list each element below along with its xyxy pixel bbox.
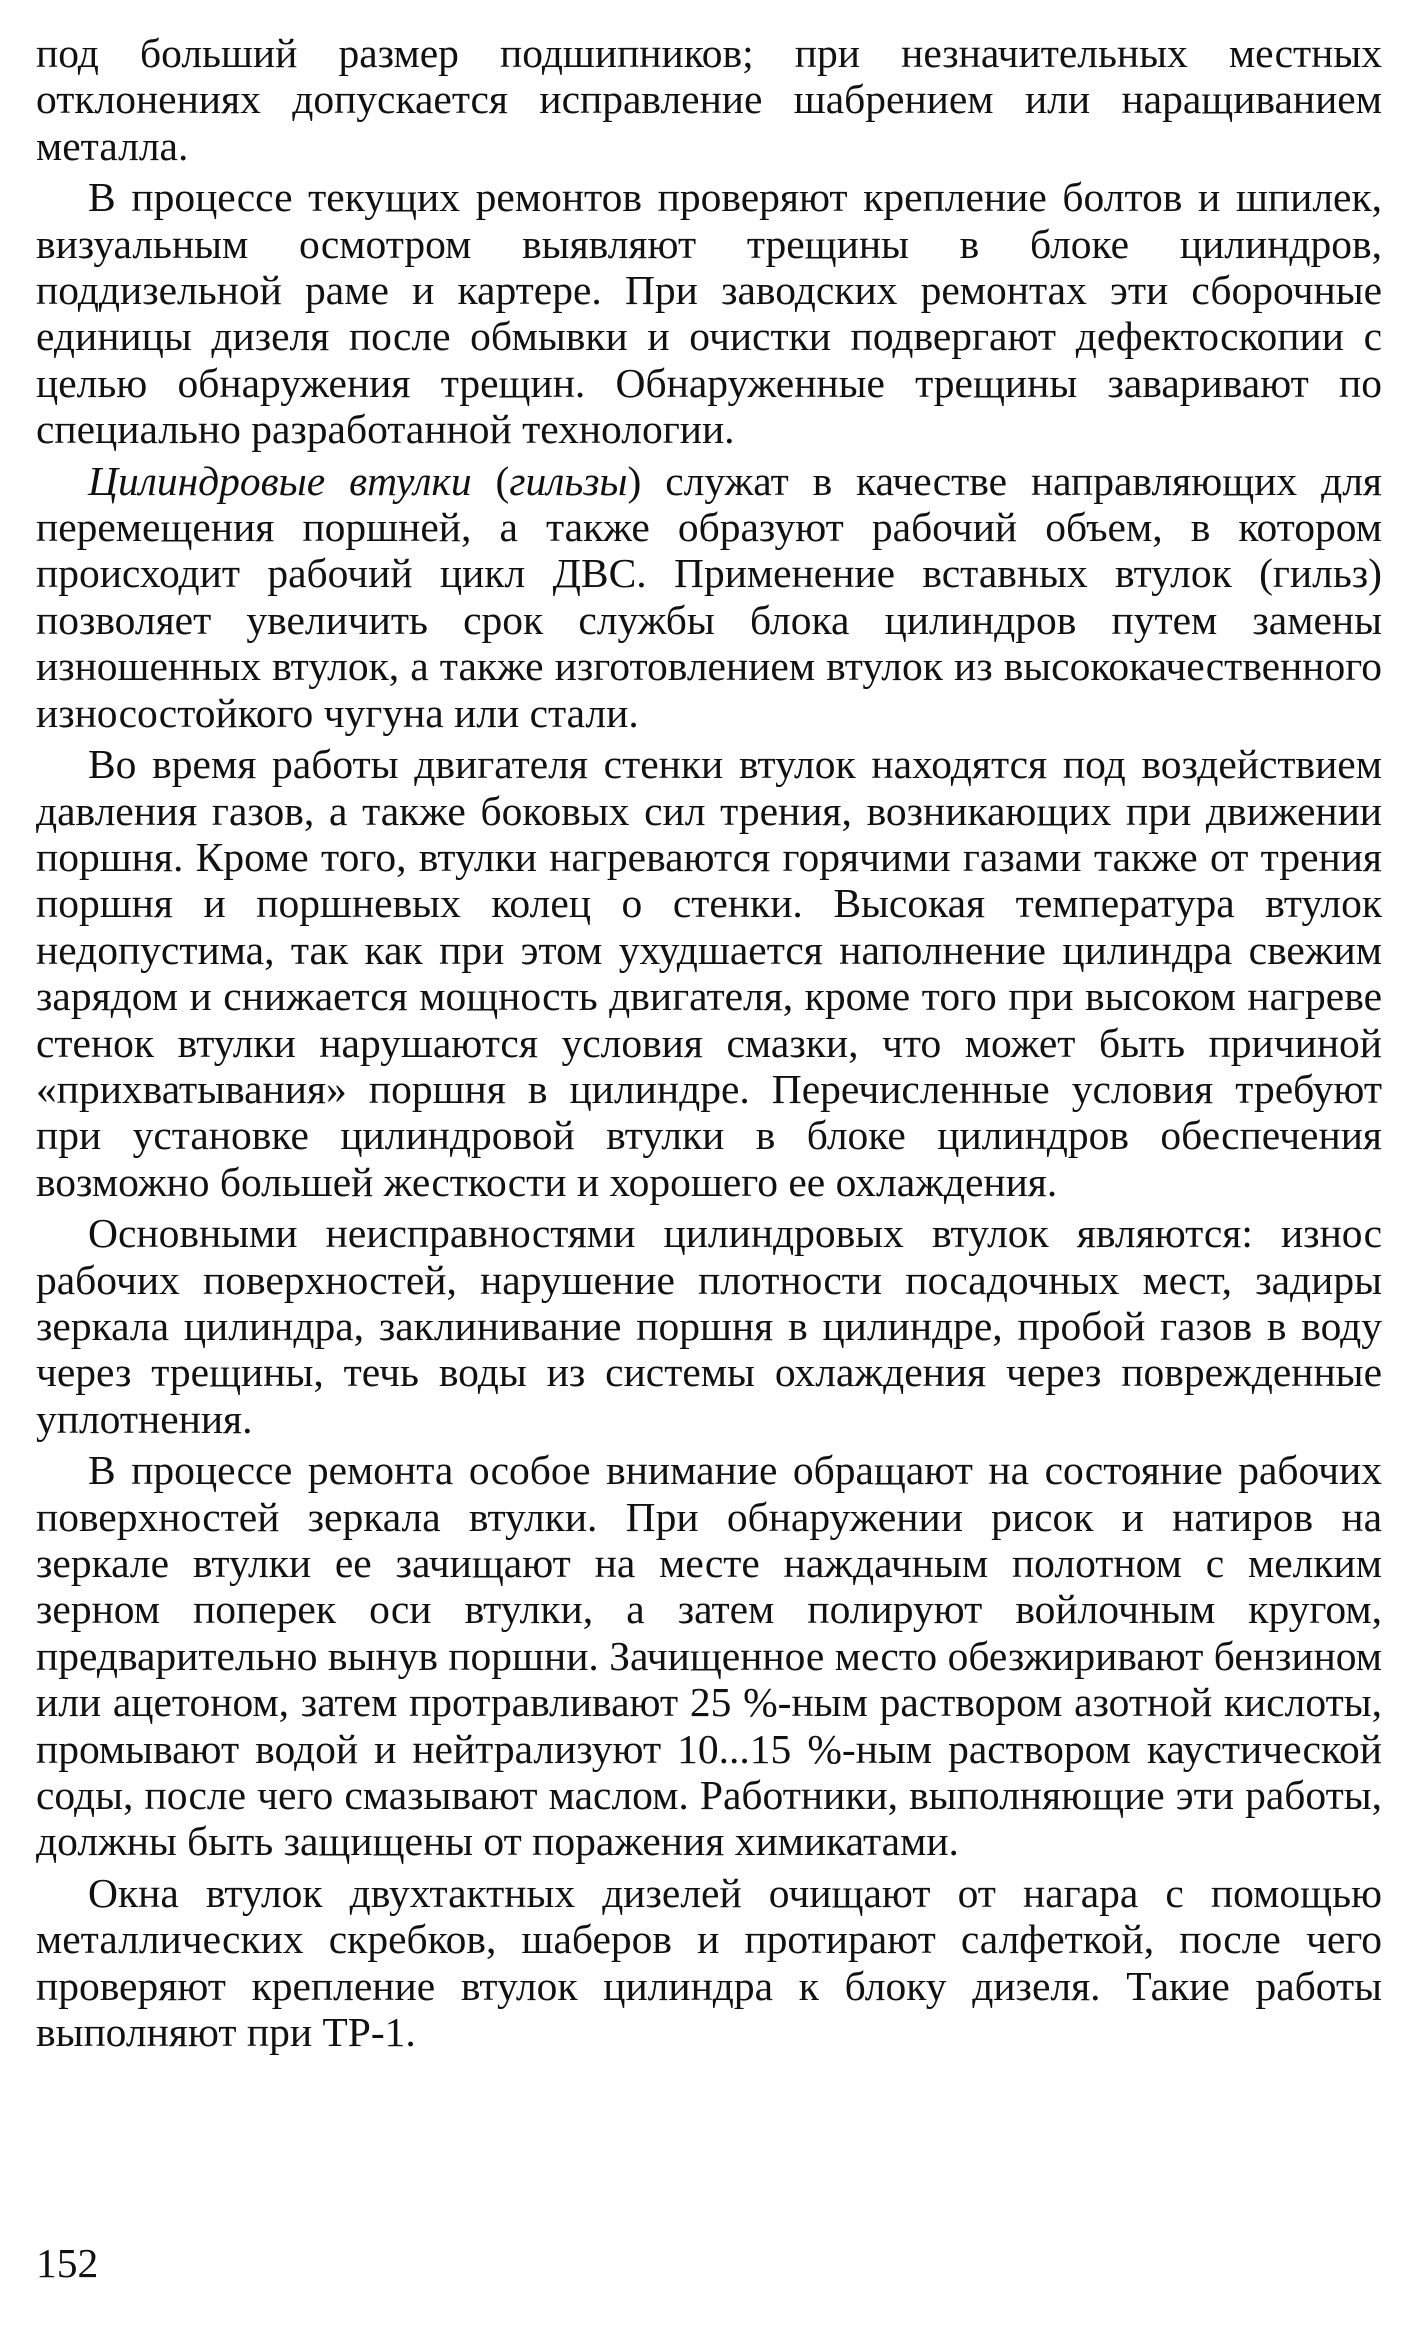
paragraph-cylinder-liners-text: служат в качестве направляющих для перемещения поршней, а также образуют рабочий объем, в котором происходит рабочий цикл ДВС. Применение вставных втулок (гильз) позволяет увеличить срок службы блока цилиндров путем замены изношенных втулок, а также изготовлением втулок из высококачественного износостойкого чугуна или стали. [36, 457, 1382, 736]
paragraph-repair-process: В процессе ремонта особое внимание обращают на состояние рабочих поверхностей зеркала втулки. При обнаружении рисок и натиров на зеркале втулки ее зачищают на месте наждачным полотном с мелким зерном поперек оси втулки, а затем полируют войлочным кругом, предварительно вынув поршни. Зачищенное место обезжиривают бензином или ацетоном, затем протравливают 25 %-ным раствором азотной кислоты, промывают водой и нейтрализуют 10...15 %-ным раствором каустической соды, после чего смазывают маслом. Работники, выполняющие эти работы, должны быть защищены от поражения химикатами. [36, 1447, 1382, 1865]
paragraph-cylinder-liners: Цилиндровые втулки (гильзы) служат в качестве направляющих для перемещения поршней, а также образуют рабочий объем, в котором происходит рабочий цикл ДВС. Применение вставных втулок (гильз) позволяет увеличить срок службы блока цилиндров путем замены изношенных втулок, а также изготовлением втулок из высококачественного износостойкого чугуна или стали. [36, 457, 1382, 736]
page-number: 152 [36, 2240, 99, 2286]
paragraph-engine-operation: Во время работы двигателя стенки втулок находятся под воздействием давления газов, а также боковых сил трения, возникающих при движении поршня. Кроме того, втулки нагреваются горячими газами также от трения поршня и поршневых колец о стенки. Высокая температура втулок недопустима, так как при этом ухудшается наполнение цилиндра свежим зарядом и снижается мощность двигателя, кроме того при высоком нагреве стенок втулки нарушаются условия смазки, что может быть причиной «прихватывания» поршня в цилиндре. Перечисленные условия требуют при установке цилиндровой втулки в блоке цилиндров обеспечения возможно большей жесткости и хорошего ее охлаждения. [36, 741, 1382, 1205]
term-sleeves: гильзы [509, 457, 628, 504]
paragraph-continuation: под больший размер подшипников; при незначительных местных отклонениях допускается исправление шабрением или наращиванием металла. [36, 30, 1382, 169]
paragraph-faults: Основными неисправностями цилиндровых втулок являются: износ рабочих поверхностей, нарушение плотности посадочных мест, задиры зеркала цилиндра, заклинивание поршня в цилиндре, пробой газов в воду через трещины, течь воды из системы охлаждения через поврежденные уплотнения. [36, 1210, 1382, 1442]
term-cylinder-liners: Цилиндровые втулки [88, 457, 472, 504]
paragraph-current-repairs: В процессе текущих ремонтов проверяют крепление болтов и шпилек, визуальным осмотром выявляют трещины в блоке цилиндров, поддизельной раме и картере. При заводских ремонтах эти сборочные единицы дизеля после обмывки и очистки подвергают дефектоскопии с целью обнаружения трещин. Обнаруженные трещины заваривают по специально разработанной технологии. [36, 174, 1382, 453]
page-body [36, 30, 1382, 2060]
paragraph-two-stroke-ports: Окна втулок двухтактных дизелей очищают от нагара с помощью металлических скребков, шаберов и протирают салфеткой, после чего проверяют крепление втулок цилиндра к блоку дизеля. Такие работы выполняют при ТР-1. [36, 1869, 1382, 2056]
